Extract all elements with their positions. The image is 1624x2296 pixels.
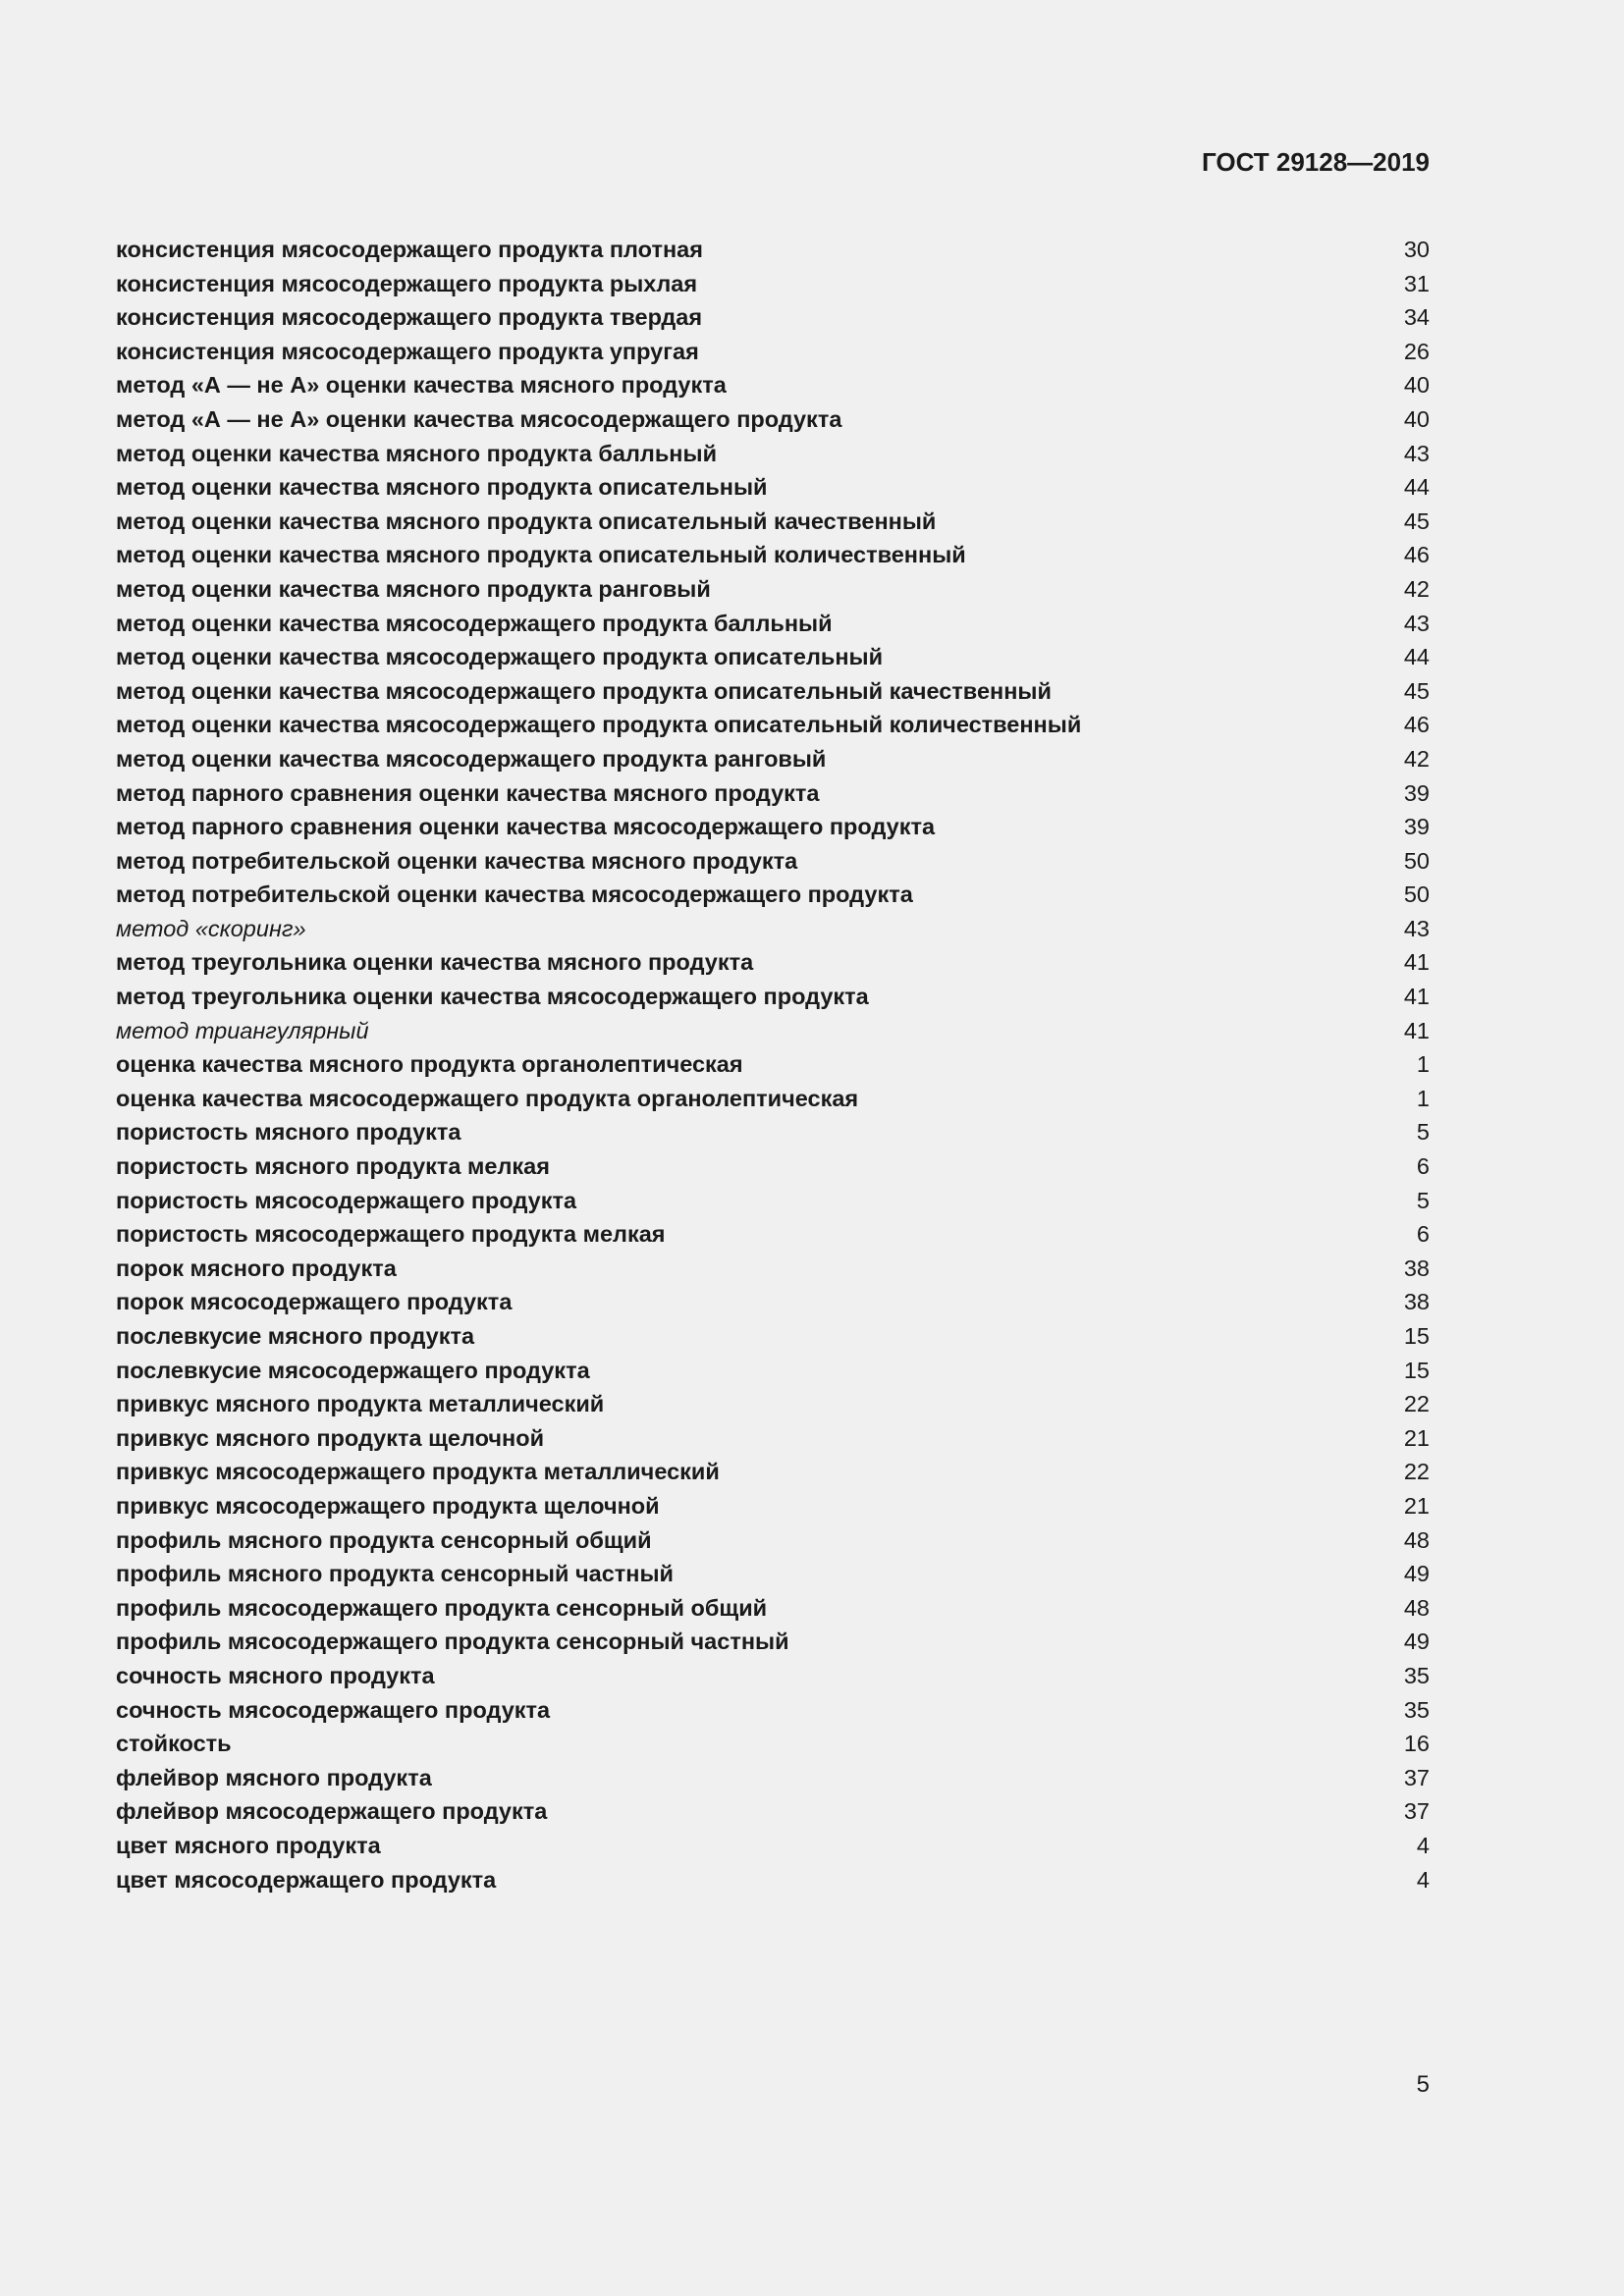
index-page: 35 (1403, 1696, 1430, 1723)
index-entry (116, 1252, 1430, 1286)
index-page: 43 (1403, 610, 1430, 636)
index-entry (116, 1014, 1430, 1048)
index-entry (116, 335, 1430, 369)
index-entry (116, 1489, 1430, 1523)
index-page: 1 (1416, 1051, 1430, 1078)
index-term: консистенция мясосодержащего продукта плотная (116, 237, 703, 262)
index-entry (116, 1625, 1430, 1659)
index-page: 46 (1403, 712, 1430, 738)
index-entry (116, 470, 1430, 505)
index-page: 16 (1403, 1731, 1430, 1757)
index-term: привкус мясосодержащего продукта щелочной (116, 1492, 660, 1519)
index-page: 6 (1416, 1153, 1430, 1180)
alphabetical-index (116, 233, 1430, 1896)
index-page: 41 (1403, 984, 1430, 1010)
index-entry (116, 1319, 1430, 1354)
index-term: профиль мясного продукта сенсорный общий (116, 1526, 652, 1553)
index-page: 4 (1416, 1866, 1430, 1893)
index-page: 26 (1403, 338, 1430, 364)
index-entry (116, 1217, 1430, 1252)
index-page: 44 (1403, 474, 1430, 501)
index-entry (116, 1387, 1430, 1421)
index-term: метод «А — не А» оценки качества мясосодержащего продукта (116, 405, 842, 432)
index-entry (116, 1184, 1430, 1218)
index-page: 42 (1403, 575, 1430, 602)
index-term: метод потребительской оценки качества мясного продукта (116, 847, 798, 874)
index-entry (116, 708, 1430, 742)
index-entry (116, 538, 1430, 572)
index-entry (116, 300, 1430, 335)
index-term: метод оценки качества мясного продукта описательный (116, 474, 768, 501)
index-term: профиль мясосодержащего продукта сенсорный общий (116, 1594, 768, 1621)
index-entry (116, 1354, 1430, 1388)
index-entry (116, 1761, 1430, 1795)
index-page: 43 (1403, 440, 1430, 466)
index-page: 38 (1403, 1289, 1430, 1315)
index-page: 50 (1403, 881, 1430, 908)
index-entry (116, 912, 1430, 946)
index-entry (116, 1829, 1430, 1863)
index-term: метод оценки качества мясного продукта описательный качественный (116, 507, 937, 534)
index-term: цвет мясного продукта (116, 1832, 381, 1858)
index-term: оценка качества мясосодержащего продукта органолептическая (116, 1085, 859, 1111)
index-page: 21 (1403, 1492, 1430, 1519)
index-entry (116, 233, 1430, 267)
index-term: привкус мясного продукта металлический (116, 1391, 605, 1417)
index-term: метод «А — не А» оценки качества мясного продукта (116, 372, 727, 399)
index-page: 21 (1403, 1424, 1430, 1451)
index-term: консистенция мясосодержащего продукта твердая (116, 304, 703, 331)
index-term: метод «скоринг» (116, 915, 306, 941)
index-term: флейвор мясного продукта (116, 1764, 432, 1790)
index-page: 43 (1403, 915, 1430, 941)
index-entry (116, 1693, 1430, 1728)
index-page: 37 (1403, 1798, 1430, 1825)
index-page: 5 (1416, 1187, 1430, 1213)
index-entry (116, 267, 1430, 301)
index-entry (116, 607, 1430, 641)
index-page: 15 (1403, 1323, 1430, 1349)
index-term: послевкусие мясного продукта (116, 1323, 475, 1349)
index-page: 40 (1403, 372, 1430, 399)
index-term: порок мясосодержащего продукта (116, 1289, 513, 1315)
index-entry (116, 1591, 1430, 1626)
index-page: 34 (1403, 304, 1430, 331)
index-page: 15 (1403, 1357, 1430, 1383)
index-term: сочность мясного продукта (116, 1662, 435, 1688)
index-entry (116, 402, 1430, 437)
index-term: метод оценки качества мясосодержащего продукта описательный качественный (116, 677, 1052, 704)
index-page: 48 (1403, 1526, 1430, 1553)
index-entry (116, 980, 1430, 1014)
index-term: метод потребительской оценки качества мясосодержащего продукта (116, 881, 913, 908)
index-entry (116, 878, 1430, 912)
index-page: 38 (1403, 1255, 1430, 1281)
index-entry (116, 1659, 1430, 1693)
index-term: метод оценки качества мясного продукта описательный количественный (116, 542, 966, 568)
index-entry (116, 437, 1430, 471)
index-term: метод парного сравнения оценки качества мясного продукта (116, 779, 820, 806)
index-page: 35 (1403, 1662, 1430, 1688)
index-page: 44 (1403, 644, 1430, 670)
index-entry (116, 1115, 1430, 1149)
index-page: 1 (1416, 1085, 1430, 1111)
index-term: флейвор мясосодержащего продукта (116, 1798, 548, 1825)
index-page: 49 (1403, 1629, 1430, 1655)
index-page: 42 (1403, 745, 1430, 772)
index-term: метод оценки качества мясного продукта ранговый (116, 575, 711, 602)
index-entry (116, 640, 1430, 674)
index-term: послевкусие мясосодержащего продукта (116, 1357, 590, 1383)
index-entry (116, 742, 1430, 776)
index-term: профиль мясного продукта сенсорный частный (116, 1561, 674, 1587)
document-header: ГОСТ 29128—2019 (1202, 147, 1430, 177)
index-page: 31 (1403, 270, 1430, 296)
index-page: 22 (1403, 1391, 1430, 1417)
index-term: цвет мясосодержащего продукта (116, 1866, 497, 1893)
index-page: 41 (1403, 1017, 1430, 1043)
index-entry (116, 1863, 1430, 1897)
index-entry (116, 1794, 1430, 1829)
index-page: 45 (1403, 507, 1430, 534)
index-entry (116, 1285, 1430, 1319)
index-term: сочность мясосодержащего продукта (116, 1696, 551, 1723)
index-term: порок мясного продукта (116, 1255, 397, 1281)
index-page: 22 (1403, 1459, 1430, 1485)
index-term: метод оценки качества мясного продукта балльный (116, 440, 718, 466)
index-term: пористость мясного продукта мелкая (116, 1153, 550, 1180)
index-term: пористость мясного продукта (116, 1119, 461, 1146)
index-page: 6 (1416, 1221, 1430, 1248)
index-entry (116, 368, 1430, 402)
index-entry (116, 674, 1430, 709)
index-term: пористость мясосодержащего продукта (116, 1187, 577, 1213)
index-page: 46 (1403, 542, 1430, 568)
index-page: 5 (1416, 1119, 1430, 1146)
index-term: консистенция мясосодержащего продукта упругая (116, 338, 699, 364)
index-term: метод оценки качества мясосодержащего продукта балльный (116, 610, 833, 636)
index-page: 45 (1403, 677, 1430, 704)
index-page: 4 (1416, 1832, 1430, 1858)
index-entry (116, 572, 1430, 607)
index-entry (116, 1455, 1430, 1489)
index-term: оценка качества мясного продукта органолептическая (116, 1051, 743, 1078)
index-page: 30 (1403, 237, 1430, 262)
index-page: 40 (1403, 405, 1430, 432)
index-term: пористость мясосодержащего продукта мелкая (116, 1221, 666, 1248)
index-entry (116, 1082, 1430, 1116)
index-page: 49 (1403, 1561, 1430, 1587)
index-page: 39 (1403, 814, 1430, 840)
index-term: стойкость (116, 1731, 232, 1757)
index-entry (116, 844, 1430, 879)
index-term: привкус мясосодержащего продукта металлический (116, 1459, 720, 1485)
index-term: метод парного сравнения оценки качества мясосодержащего продукта (116, 814, 936, 840)
index-entry (116, 1149, 1430, 1184)
index-entry (116, 810, 1430, 844)
index-page: 37 (1403, 1764, 1430, 1790)
index-page: 41 (1403, 949, 1430, 976)
index-entry (116, 776, 1430, 811)
index-term: консистенция мясосодержащего продукта рыхлая (116, 270, 698, 296)
index-term: метод оценки качества мясосодержащего продукта ранговый (116, 745, 827, 772)
index-entry (116, 945, 1430, 980)
index-term: метод треугольника оценки качества мясного продукта (116, 949, 754, 976)
index-entry (116, 1557, 1430, 1591)
index-term: привкус мясного продукта щелочной (116, 1424, 545, 1451)
index-entry (116, 1421, 1430, 1456)
index-entry (116, 1727, 1430, 1761)
index-term: метод треугольника оценки качества мясосодержащего продукта (116, 984, 869, 1010)
index-page: 48 (1403, 1594, 1430, 1621)
index-entry (116, 1047, 1430, 1082)
index-entry (116, 1523, 1430, 1558)
index-entry (116, 505, 1430, 539)
index-term: профиль мясосодержащего продукта сенсорный частный (116, 1629, 789, 1655)
index-page: 39 (1403, 779, 1430, 806)
page-number: 5 (1416, 2071, 1430, 2098)
index-term: метод триангулярный (116, 1017, 369, 1043)
index-page: 50 (1403, 847, 1430, 874)
index-term: метод оценки качества мясосодержащего продукта описательный (116, 644, 884, 670)
index-term: метод оценки качества мясосодержащего продукта описательный количественный (116, 712, 1082, 738)
